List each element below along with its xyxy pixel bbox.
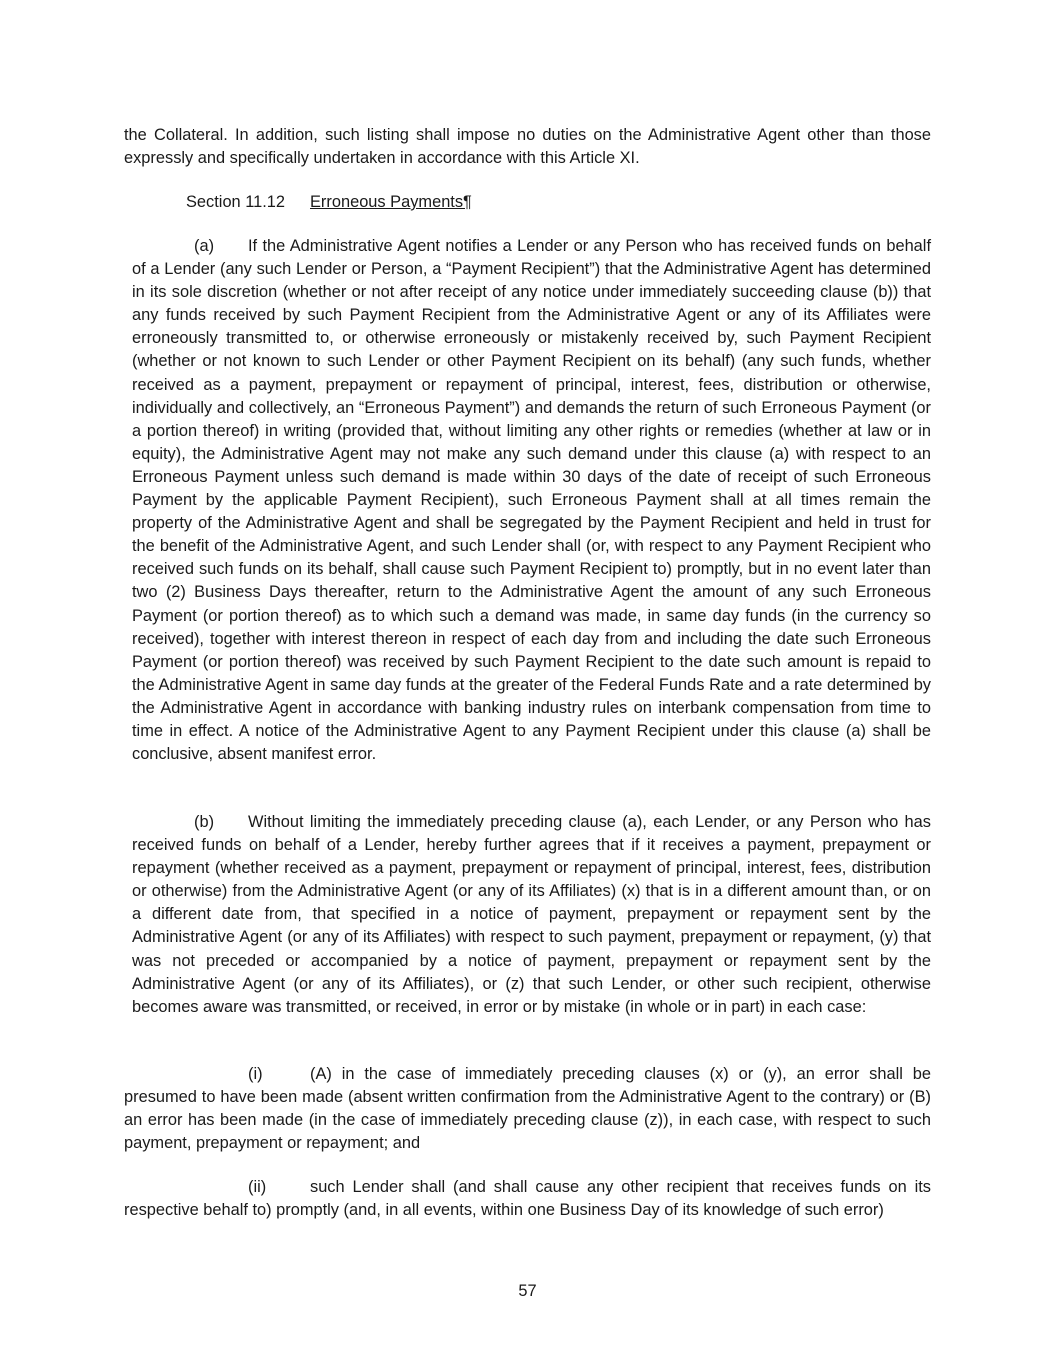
clause-b-paragraph — [132, 811, 931, 1019]
clause-b-label: (b) — [194, 813, 215, 831]
section-title: Erroneous Payments¶ — [310, 193, 472, 211]
page-number: 57 — [518, 1282, 537, 1300]
intro-paragraph: the Collateral. In addition, such listing shall impose no duties on the Administrative Agent other than those expressly and specifically undertaken in accordance with this Article XI. — [124, 126, 931, 168]
clause-i-label: (i) — [248, 1065, 263, 1083]
clause-a-label: (a) — [194, 237, 215, 255]
clause-i-paragraph — [124, 1063, 931, 1155]
clause-b-text: Without limiting the immediately preceding clause (a), each Lender, or any Person who has received funds on behalf of a Lender, hereby further agrees that if it receives a payment, prepayment or repayment (whether received as a payment, prepayment or repayment of principal, interest, fees, distribution or otherwise) from the Administrative Agent (or any of its Affiliates) (x) that is in a different amount than, or on a different date from, that specified in a notice of payment, prepayment or repayment sent by the Administrative Agent (or any of its Affiliates) with respect to such payment, prepayment or repayment, (y) that was not preceded or accompanied by a notice of payment, prepayment or repayment sent by the Administrative Agent (or any of its Affiliates), or (z) that such Lender, or other such recipient, otherwise becomes aware was transmitted, or received, in error or by mistake (in whole or in part) in each case: — [132, 813, 931, 1016]
section-number: Section 11.12 — [186, 193, 286, 211]
clause-ii-label: (ii) — [248, 1178, 267, 1196]
clause-i-text: (A) in the case of immediately preceding clauses (x) or (y), an error shall be presumed to have been made (absent written confirmation from the Administrative Agent to the contrary) or (B) an error has been made (in the case of immediately preceding clause (z)), in each case, with respect to such payment, prepayment or repayment; and — [124, 1065, 931, 1153]
clause-ii-text: such Lender shall (and shall cause any other recipient that receives funds on its respective behalf to) promptly (and, in all events, within one Business Day of its knowledge of such error) — [124, 1178, 931, 1220]
clause-ii-paragraph — [124, 1176, 931, 1222]
clause-a-paragraph — [132, 235, 931, 766]
clause-a-text: If the Administrative Agent notifies a Lender or any Person who has received funds on behalf of a Lender (any such Lender or Person, a “Payment Recipient”) that the Administrative Agent has determined in its sole discretion (whether or not after receipt of any notice under immediately succeeding clause (b)) that any funds received by such Payment Recipient from the Administrative Agent or any of its Affiliates were erroneously transmitted to, or otherwise erroneously or mistakenly received by, such Payment Recipient (whether or not known to such Lender or other Payment Recipient on its behalf) (any such funds, whether received as a payment, prepayment or repayment of principal, interest, fees, distribution or otherwise, individually and collectively, an “Erroneous Payment”) and demands the return of such Erroneous Payment (or a portion thereof) in writing (provided that, without limiting any other rights or remedies (whether at law or in equity), the Administrative Agent may not make any such demand under this clause (a) with respect to an Erroneous Payment unless such demand is made within 30 days of the date of receipt of such Erroneous Payment by the applicable Payment Recipient), such Erroneous Payment shall at all times remain the property of the Administrative Agent and shall be segregated by the Payment Recipient and held in trust for the benefit of the Administrative Agent, and such Lender shall (or, with respect to any Payment Recipient who received such funds on its behalf, shall cause such Payment Recipient to) promptly, but in no event later than two (2) Business Days thereafter, return to the Administrative Agent the amount of any such Erroneous Payment (or portion thereof) as to which such a demand was made, in same day funds (in the currency so received), together with interest thereon in respect of each day from and including the date such Erroneous Payment (or portion thereof) was received by such Payment Recipient to the date such amount is repaid to the Administrative Agent in same day funds at the greater of the Federal Funds Rate and a rate determined by the Administrative Agent in accordance with banking industry rules on interbank compensation from time to time in effect. A notice of the Administrative Agent to any Payment Recipient under this clause (a) shall be conclusive, absent manifest error. — [132, 237, 931, 764]
section-heading — [186, 191, 472, 214]
